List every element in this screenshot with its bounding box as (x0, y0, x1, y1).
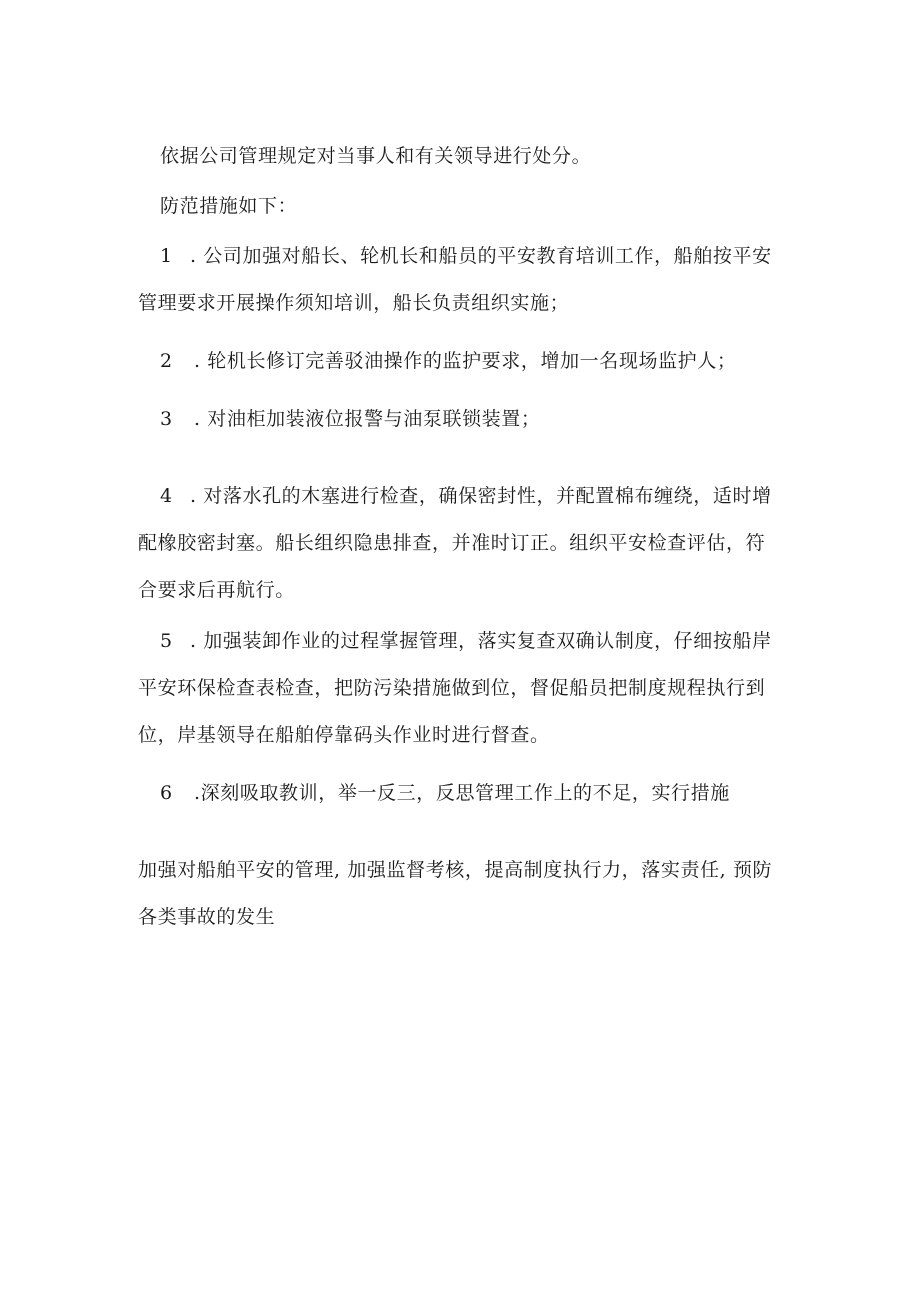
list-item-text: 位，岸基领导在船舶停靠码头作业时进行督查。 (138, 724, 550, 746)
list-item-text: . 加强装卸作业的过程掌握管理，落实复查双确认制度，仔细按船岸 (190, 630, 772, 652)
list-item-text: 管理要求开展操作须知培训，船长负责组织实施； (138, 292, 570, 314)
list-item-text: . 轮机长修订完善驳油操作的监护要求，增加一名现场监护人； (194, 350, 737, 372)
list-item-text: . 公司加强对船长、轮机长和船员的平安教育培训工作，船舶按平安 (190, 245, 772, 267)
list-item-number: 4 (160, 485, 173, 507)
list-item-5-continuation (138, 664, 788, 712)
paragraph-text: 各类事故的发生 (138, 906, 276, 928)
list-item-text: 合要求后再航行。 (138, 579, 295, 601)
list-item-5-continuation (138, 711, 788, 759)
paragraph-measures-heading (160, 182, 788, 230)
paragraph-text: 防范措施如下： (160, 195, 298, 217)
list-item-4-continuation (138, 566, 788, 614)
paragraph-text: 依据公司管理规定对当事人和有关领导进行处分。 (160, 145, 592, 167)
list-item-1 (160, 232, 788, 280)
list-item-4-continuation (138, 519, 788, 567)
list-item-text: . 对油柜加装液位报警与油泵联锁装置； (194, 408, 541, 430)
list-item-number: 1 (160, 245, 173, 267)
paragraph-sanction (160, 132, 788, 180)
list-item-4 (160, 472, 788, 520)
list-item-text: . 对落水孔的木塞进行检查，确保密封性，并配置棉布缠绕，适时增 (190, 485, 772, 507)
list-item-1-continuation (138, 279, 788, 327)
list-item-5 (160, 617, 788, 665)
list-item-text: 平安环保检查表检查，把防污染措施做到位，督促船员把制度规程执行到 (138, 677, 766, 699)
paragraph-closing-continuation (138, 893, 788, 941)
paragraph-closing (138, 846, 788, 894)
list-item-3 (160, 395, 788, 443)
list-item-number: 3 (160, 408, 173, 430)
list-item-text: 配橡胶密封塞。船长组织隐患排查，并准时订正。组织平安检查评估，符 (138, 532, 766, 554)
list-item-2 (160, 337, 788, 385)
list-item-number: 2 (160, 350, 173, 372)
list-item-6 (160, 769, 788, 817)
paragraph-text: 加强对船舶平安的管理, 加强监督考核，提高制度执行力，落实责任, 预防 (138, 859, 773, 881)
list-item-text: .深刻吸取教训，举一反三，反思管理工作上的不足，实行措施 (194, 782, 730, 804)
list-item-number: 5 (160, 630, 173, 652)
list-item-number: 6 (160, 782, 173, 804)
